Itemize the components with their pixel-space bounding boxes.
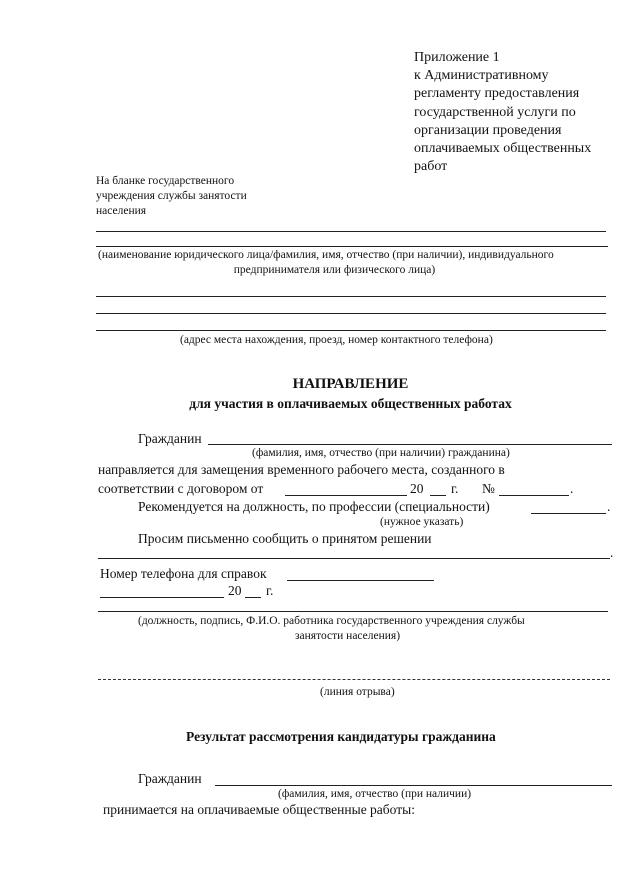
tear-line [98, 679, 610, 680]
address-caption: (адрес места нахождения, проезд, номер контактного телефона) [180, 334, 493, 346]
position-field[interactable] [531, 513, 606, 514]
request-text: Просим письменно сообщить о принятом решении [138, 531, 432, 546]
letterhead-line: На бланке государственного [96, 175, 235, 187]
citizen2-name-field[interactable] [215, 785, 612, 786]
directed-text-line1: направляется для замещения временного рабочего места, созданного в [98, 462, 505, 477]
date-year-field[interactable] [245, 597, 261, 598]
date-year-prefix: 20 [228, 583, 242, 598]
employer-line-1[interactable] [96, 231, 606, 232]
result-title: Результат рассмотрения кандидатуры гражданина [186, 729, 496, 744]
document-title: НАПРАВЛЕНИЕ [292, 376, 409, 392]
date-suffix: г. [266, 583, 274, 598]
citizen-label: Гражданин [138, 431, 202, 446]
address-line-1[interactable] [96, 296, 606, 297]
appendix-line: оплачиваемых общественных [414, 141, 592, 157]
year-prefix: 20 [410, 481, 424, 496]
citizen-caption: (фамилия, имя, отчество (при наличии) гражданина) [252, 447, 510, 459]
appendix-line: организации проведения [414, 122, 562, 138]
address-line-3[interactable] [96, 330, 606, 331]
employer-line-2[interactable] [96, 246, 608, 247]
decision-field[interactable] [98, 558, 610, 559]
letterhead-line: населения [96, 205, 147, 217]
appendix-block [414, 49, 591, 176]
appendix-line: государственной услуги по [414, 104, 576, 120]
number-sign: № [482, 481, 495, 496]
official-caption-2: занятости населения) [295, 630, 401, 642]
appendix-line: регламенту предоставления [414, 86, 580, 102]
appendix-line: Приложение 1 [414, 50, 500, 65]
tear-caption: (линия отрыва) [320, 686, 395, 698]
accepted-text: принимается на оплачиваемые общественные работы: [103, 802, 415, 817]
official-caption-1: (должность, подпись, Ф.И.О. работника государственного учреждения службы [138, 615, 525, 627]
period: . [570, 481, 574, 496]
citizen2-label: Гражданин [138, 771, 202, 786]
document-subtitle: для участия в оплачиваемых общественных работах [189, 396, 512, 411]
date-day-field[interactable] [100, 597, 224, 598]
letterhead-note [96, 174, 247, 219]
address-line-2[interactable] [96, 313, 606, 314]
employer-caption-1: (наименование юридического лица/фамилия, имя, отчество (при наличии), индивидуального [98, 249, 554, 261]
period: . [607, 499, 611, 514]
year-suffix: г. [451, 481, 459, 496]
contract-year-field[interactable] [430, 495, 446, 496]
contract-date-field[interactable] [285, 495, 407, 496]
citizen2-caption: (фамилия, имя, отчество (при наличии) [278, 788, 472, 800]
appendix-line: работ [414, 159, 448, 175]
directed-text-prefix: соответствии с договором от [98, 481, 264, 496]
citizen-name-field[interactable] [208, 444, 612, 445]
phone-label: Номер телефона для справок [100, 566, 267, 581]
specify-caption: (нужное указать) [380, 516, 464, 528]
letterhead-line: учреждения службы занятости [96, 190, 247, 202]
appendix-line: к Административному [414, 68, 549, 84]
contract-number-field[interactable] [499, 495, 569, 496]
period: . [610, 545, 614, 560]
recommended-text: Рекомендуется на должность, по профессии (специальности) [138, 499, 490, 514]
phone-field[interactable] [287, 580, 434, 581]
employer-caption-2: предпринимателя или физического лица) [233, 264, 436, 276]
official-signature-field[interactable] [98, 611, 608, 612]
